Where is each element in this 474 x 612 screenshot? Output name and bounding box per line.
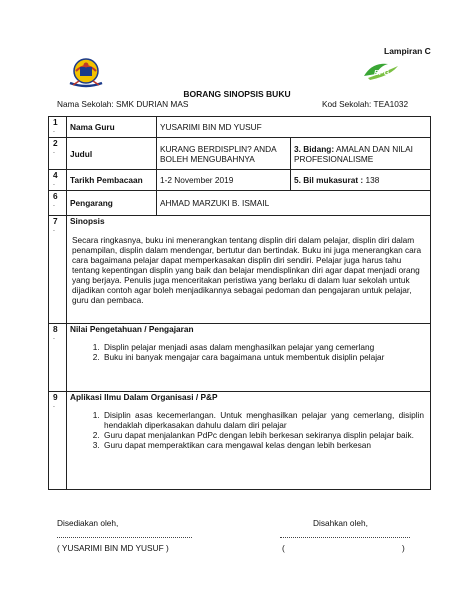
bidang-value: AMALAN DAN NILAI PROFESIONALISME	[294, 143, 413, 164]
row-number: 4 .	[49, 170, 67, 191]
aplikasi-list	[70, 410, 430, 450]
nilai-list	[70, 342, 430, 362]
approver-paren-close: )	[402, 543, 405, 553]
row-nama-guru	[49, 117, 431, 138]
row-nilai	[49, 324, 431, 392]
section-title: Aplikasi Ilmu Dalam Organisasi / P&P	[70, 392, 218, 402]
page-count-label: 5. Bil mukasurat :	[294, 175, 364, 185]
nilai-cell	[67, 324, 431, 392]
lampiran-label: Lampiran C	[384, 46, 431, 56]
list-item: 2. Guru dapat menjalankan PdPc dengan lebih berkesan sekiranya displin pelajar baik.	[102, 430, 430, 440]
page-count-value: 138	[363, 175, 380, 185]
row-label: Pengarang	[67, 191, 157, 216]
bidang-label: 3. Bidang:	[294, 143, 335, 154]
author-name: AHMAD MARZUKI B. ISMAIL	[157, 191, 431, 216]
bidang-field	[291, 138, 431, 170]
row-label: Judul	[67, 138, 157, 170]
section-title: Nilai Pengetahuan / Pengajaran	[70, 324, 194, 334]
school-code: Kod Sekolah: TEA1032	[322, 99, 409, 109]
row-label: Nama Guru	[67, 117, 157, 138]
row-aplikasi	[49, 392, 431, 490]
approver-paren-open: (	[282, 543, 285, 553]
section-title: Sinopsis	[70, 216, 105, 226]
bpg-logo	[362, 60, 400, 82]
row-judul	[49, 138, 431, 170]
row-number: 2 .	[49, 138, 67, 170]
form-title: BORANG SINOPSIS BUKU	[183, 89, 291, 99]
list-item: 1. Disiplin asas kecemerlangan. Untuk menghasilkan pelajar yang cemerlang, disiplin hendaklah diperkasakan dahulu dalam diri pelajar	[102, 410, 430, 430]
page-count-field	[291, 170, 431, 191]
list-item: 2. Buku ini banyak mengajar cara bagaimana untuk membentuk disiplin pelajar	[102, 352, 430, 362]
signature-line-right	[280, 537, 410, 538]
row-pengarang	[49, 191, 431, 216]
approved-by-label: Disahkan oleh,	[313, 518, 368, 528]
school-name: Nama Sekolah: SMK DURIAN MAS	[57, 99, 189, 109]
sinopsis-cell	[67, 216, 431, 324]
row-number: 6 .	[49, 191, 67, 216]
teacher-name: YUSARIMI BIN MD YUSUF	[157, 117, 431, 138]
prepared-by-label: Disediakan oleh,	[57, 518, 119, 528]
prepared-by-name: ( YUSARIMI BIN MD YUSUF )	[57, 543, 169, 553]
row-tarikh	[49, 170, 431, 191]
synopsis-form-table	[48, 116, 431, 490]
list-item: 3. Guru dapat memperaktikan cara mengawal kelas dengan lebih berkesan	[102, 440, 430, 450]
row-number: 9 .	[49, 392, 67, 490]
aplikasi-cell	[67, 392, 431, 490]
row-sinopsis	[49, 216, 431, 324]
reading-date: 1-2 November 2019	[157, 170, 291, 191]
list-item: 1. Displin pelajar menjadi asas dalam menghasilkan pelajar yang cemerlang	[102, 342, 430, 352]
book-title: KURANG BERDISPLIN? ANDA BOLEH MENGUBAHNYA	[157, 138, 291, 170]
signature-line-left	[57, 537, 192, 538]
bpg-logo-text: BPG	[374, 70, 390, 77]
row-number: 1 .	[49, 117, 67, 138]
row-number: 7 .	[49, 216, 67, 324]
synopsis-text: Secara ringkasnya, buku ini menerangkan tentang displin diri dalam pelajar, displin diri dalam penampilan, displin dalam mendengar, bertutur dan bertindak. Buku ini juga menerangkan cara cara bagaimana pelajar dapat memperkasakan displin diri sendiri. Pelajar juga harus tahu tentang kepentingan displin yang baik dan belajar mendisplinkan diri agar dapat menjadi orang yang berjaya. Penulis juga menceritakan peristiwa yang berlaku di dalam luar sekolah untuk dijadikan contoh agar boleh menjadikannya sebagai pedoman dan pengajaran untuk pelajar, guru dan pembaca.	[72, 235, 422, 305]
kpm-logo	[66, 57, 106, 89]
row-number: 8 .	[49, 324, 67, 392]
row-label: Tarikh Pembacaan	[67, 170, 157, 191]
